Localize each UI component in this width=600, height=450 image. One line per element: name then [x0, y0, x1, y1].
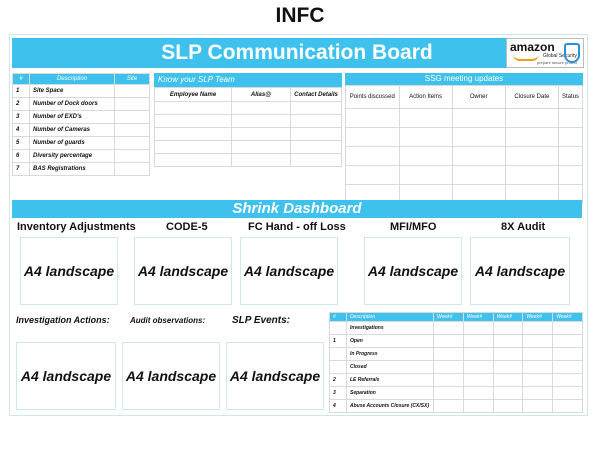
ssg-meeting-table [345, 85, 583, 204]
a4-placeholder-investigation: A4 landscape [16, 342, 116, 410]
section-label-investigation-actions: Investigation Actions: [16, 315, 110, 325]
row-value [115, 85, 150, 98]
logo-subtitle: Global Security [543, 53, 577, 59]
row-description: Abuse Accounts Closure (CX/SX) [347, 400, 434, 413]
a4-placeholder-mfi-mfo: A4 landscape [364, 237, 462, 305]
slp-team-table [154, 87, 342, 167]
column-header: Employee Name [155, 88, 232, 102]
column-header: # [330, 313, 347, 322]
column-header: Week# [463, 313, 493, 322]
row-description: Closed [347, 361, 434, 374]
column-header: # [13, 74, 30, 85]
table-row [330, 322, 583, 335]
row-number: 6 [13, 150, 30, 163]
page-title: INFC [275, 4, 325, 27]
table-row [330, 335, 583, 348]
row-description: Diversity percentage [30, 150, 115, 163]
section-label-mfi-mfo: MFI/MFO [390, 221, 437, 233]
column-header: Week# [434, 313, 464, 322]
table-row [13, 137, 150, 150]
row-number [330, 361, 347, 374]
row-value [115, 137, 150, 150]
row-description: Separation [347, 387, 434, 400]
column-header: Status [558, 86, 582, 109]
row-value [115, 124, 150, 137]
column-header: Points discussed [346, 86, 400, 109]
shield-icon [564, 43, 580, 63]
column-header: Week# [493, 313, 523, 322]
site-facts-table [12, 73, 150, 176]
row-number: 5 [13, 137, 30, 150]
row-number: 1 [330, 335, 347, 348]
board-title: SLP Communication Board [12, 38, 582, 68]
row-description: Number of EXD's [30, 111, 115, 124]
a4-placeholder-audit-observations: A4 landscape [122, 342, 220, 410]
row-value [115, 150, 150, 163]
table-row [155, 128, 342, 141]
logo-wordmark: amazon [510, 40, 555, 54]
row-number: 7 [13, 163, 30, 176]
table-row [13, 150, 150, 163]
row-number: 4 [13, 124, 30, 137]
a4-placeholder-fc-hand-off: A4 landscape [240, 237, 338, 305]
table-row [155, 154, 342, 167]
amazon-global-security-logo [506, 38, 584, 68]
row-description: Investigations [347, 322, 434, 335]
row-number: 2 [13, 98, 30, 111]
row-number: 3 [330, 387, 347, 400]
ssg-meeting-panel [345, 73, 583, 204]
row-number [330, 322, 347, 335]
a4-placeholder-8x-audit: A4 landscape [470, 237, 570, 305]
table-row [155, 102, 342, 115]
table-row [13, 163, 150, 176]
row-number: 4 [330, 400, 347, 413]
a4-placeholder-slp-events: A4 landscape [226, 342, 324, 410]
section-label-slp-events: SLP Events: [232, 315, 290, 326]
table-row [155, 115, 342, 128]
section-label-fc-hand-off-loss: FC Hand - off Loss [248, 221, 346, 233]
row-description: Number of Dock doors [30, 98, 115, 111]
row-description: Number of Cameras [30, 124, 115, 137]
row-number: 1 [13, 85, 30, 98]
table-row [13, 98, 150, 111]
row-description: BAS Registrations [30, 163, 115, 176]
column-header: Week# [523, 313, 553, 322]
logo-smile-icon [513, 54, 539, 61]
column-header: Site [115, 74, 150, 85]
column-header: Closure Date [505, 86, 558, 109]
column-header: Description [30, 74, 115, 85]
slp-team-panel [154, 73, 342, 167]
table-row [346, 128, 583, 147]
row-description: Site Space [30, 85, 115, 98]
column-header: Contact Details [291, 88, 342, 102]
row-value [115, 111, 150, 124]
table-row [13, 111, 150, 124]
column-header: Action Items [399, 86, 452, 109]
row-description: In Progress [347, 348, 434, 361]
slp-team-heading: Know your SLP Team [154, 73, 342, 87]
row-description: Number of guards [30, 137, 115, 150]
row-description: LE Referrals [347, 374, 434, 387]
shrink-dashboard-banner: Shrink Dashboard [12, 200, 582, 218]
a4-placeholder-inventory: A4 landscape [20, 237, 118, 305]
logo-tagline: prepare secure protect [537, 60, 578, 65]
table-row [330, 361, 583, 374]
column-header: Week# [553, 313, 583, 322]
weekly-tracker-table [329, 312, 583, 413]
ssg-meeting-heading: SSG meeting updates [345, 73, 583, 85]
section-label-8x-audit: 8X Audit [501, 221, 546, 233]
table-row [155, 141, 342, 154]
section-label-inventory-adjustments: Inventory Adjustments [17, 221, 136, 233]
row-description: Open [347, 335, 434, 348]
row-value [115, 163, 150, 176]
table-row [13, 124, 150, 137]
table-row [13, 85, 150, 98]
row-value [115, 98, 150, 111]
table-row [330, 374, 583, 387]
column-header: Description [347, 313, 434, 322]
table-row [330, 387, 583, 400]
row-number [330, 348, 347, 361]
table-row [346, 147, 583, 166]
table-row [330, 348, 583, 361]
table-row [346, 109, 583, 128]
section-label-code-5: CODE-5 [166, 221, 208, 233]
column-header: Owner [452, 86, 505, 109]
table-row [346, 166, 583, 185]
a4-placeholder-code-5: A4 landscape [134, 237, 232, 305]
column-header: Alias@ [232, 88, 291, 102]
section-label-audit-observations: Audit observations: [130, 316, 206, 325]
table-row [330, 400, 583, 413]
row-number: 2 [330, 374, 347, 387]
row-number: 3 [13, 111, 30, 124]
